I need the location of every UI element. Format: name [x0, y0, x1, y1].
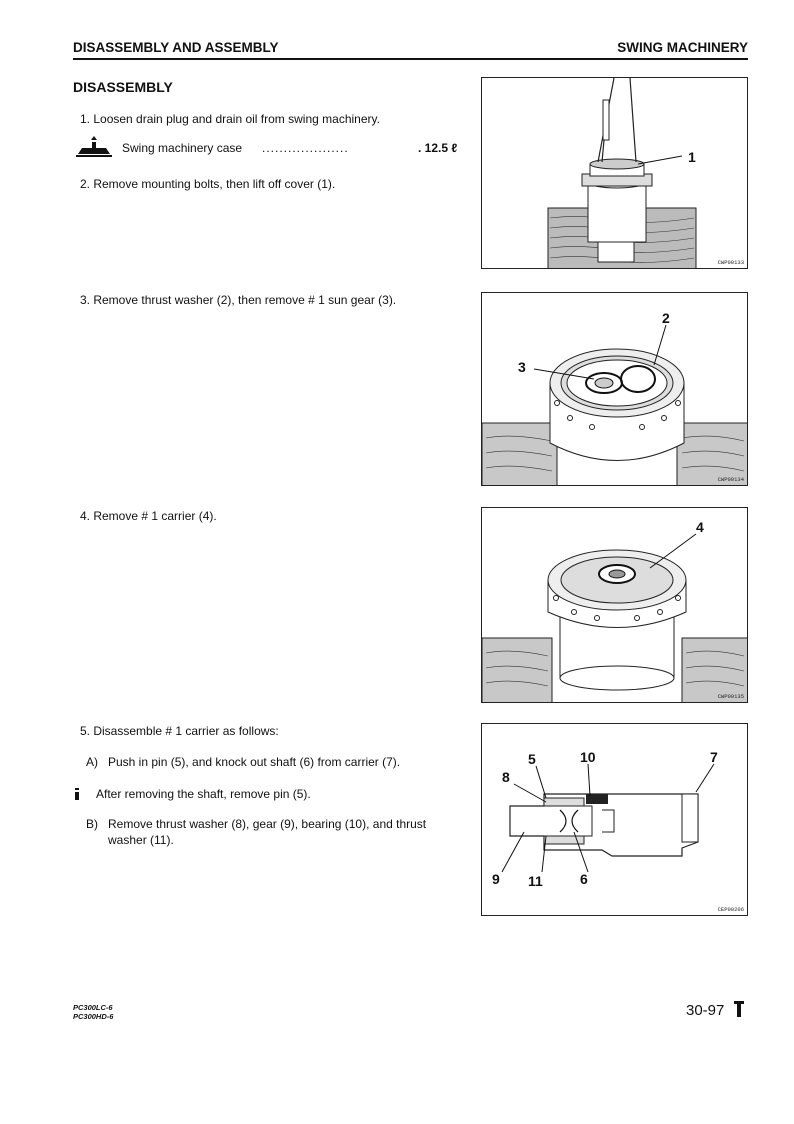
step-1-text: 1. Loosen drain plug and drain oil from swing machinery.	[80, 112, 380, 126]
figure-4-callout-6: 6	[580, 871, 588, 887]
substep-b-label: B)	[86, 817, 98, 831]
figure-1-code: CWP00133	[717, 259, 744, 266]
book-icon	[734, 1001, 744, 1017]
figure-4-code: CEP00206	[717, 906, 744, 913]
substep-a-text: Push in pin (5), and knock out shaft (6) from carrier (7).	[108, 755, 401, 769]
figure-4-callout-7: 7	[710, 749, 718, 765]
figure-4-callout-9: 9	[492, 871, 500, 887]
figure-3-code: CWP00135	[717, 693, 744, 700]
figure-3-carrier	[481, 507, 748, 703]
figure-4-callout-11: 11	[528, 873, 543, 889]
step-5-text: 5. Disassemble # 1 carrier as follows:	[80, 724, 279, 738]
figure-2-code: CWP00134	[717, 476, 744, 483]
footer-model-2: PC300HD-6	[73, 1012, 114, 1021]
oil-capacity-row	[76, 136, 466, 158]
oil-leader-dots: ....................	[262, 141, 349, 155]
header-left-title: DISASSEMBLY AND ASSEMBLY	[73, 40, 279, 55]
figure-2-sun-gear	[481, 292, 748, 486]
step-4-text: 4. Remove # 1 carrier (4).	[80, 509, 217, 523]
figure-1-callout-1: 1	[688, 149, 696, 165]
substep-b-text: Remove thrust washer (8), gear (9), bearing (10), and thrust washer (11).	[108, 817, 427, 847]
page-number: 30-97	[686, 1002, 725, 1019]
figure-4-callout-10: 10	[580, 749, 596, 765]
figure-2-callout-2: 2	[662, 310, 670, 326]
figure-2-callout-3: 3	[518, 359, 526, 375]
footer-model-1: PC300LC-6	[73, 1003, 113, 1012]
footer-models	[73, 1003, 113, 1021]
note-text: After removing the shaft, remove pin (5).	[96, 787, 311, 801]
figure-4-callout-5: 5	[528, 751, 536, 767]
header-right-title: SWING MACHINERY	[617, 40, 748, 55]
figure-1-cover-lift	[481, 77, 748, 269]
substep-a-label: A)	[86, 755, 98, 769]
figure-4-carrier-section	[481, 723, 748, 916]
figure-3-callout-4: 4	[696, 519, 704, 535]
substep-b	[86, 816, 466, 848]
step-3-text: 3. Remove thrust washer (2), then remove # 1 sun gear (3).	[80, 293, 397, 307]
section-title: DISASSEMBLY	[73, 79, 173, 95]
step-2-text: 2. Remove mounting bolts, then lift off cover (1).	[80, 177, 336, 191]
page-header	[73, 38, 748, 60]
note-icon	[74, 788, 80, 800]
figure-4-callout-8: 8	[502, 769, 510, 785]
oil-can-icon	[76, 136, 112, 158]
oil-location-label: Swing machinery case	[122, 141, 243, 155]
oil-capacity-value: . 12.5 ℓ	[418, 141, 458, 155]
substep-a	[86, 754, 466, 770]
